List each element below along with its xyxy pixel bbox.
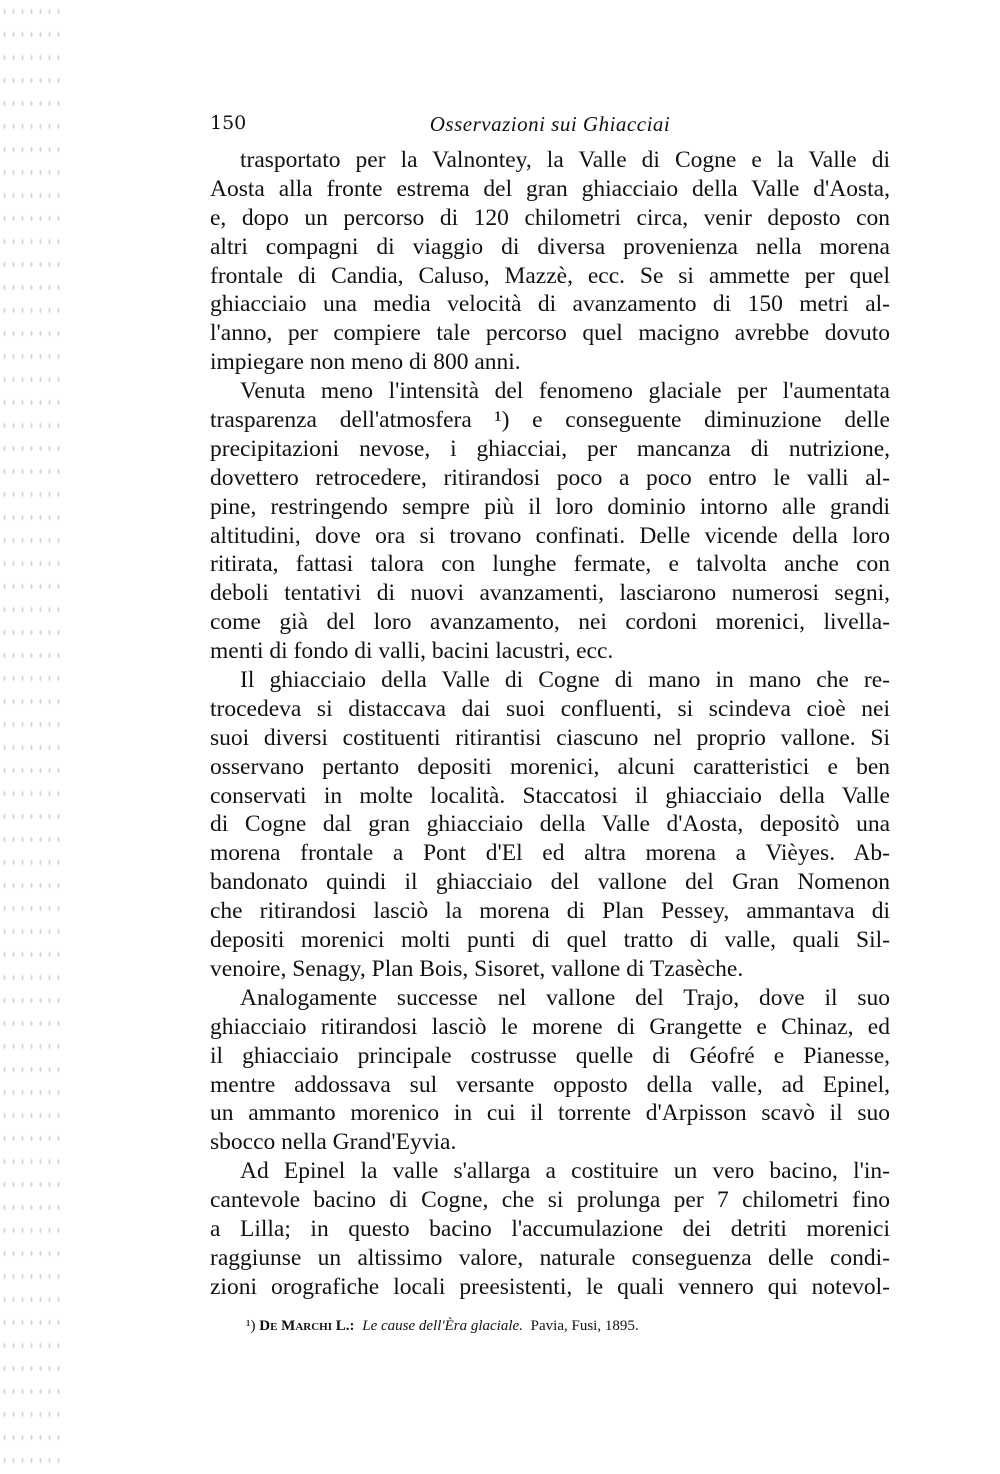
- paragraph: [210, 666, 890, 984]
- text-line: il ghiacciaio principale costrusse quelle di Géofré e Pianesse,: [210, 1042, 890, 1069]
- text-line: Il ghiacciaio della Valle di Cogne di mano in mano che re-: [240, 667, 890, 694]
- text-line: bandonato quindi il ghiacciaio del vallone del Gran Nomenon: [210, 869, 890, 896]
- text-line: ritirata, fattasi talora con lunghe fermate, e talvolta anche con: [210, 551, 890, 578]
- paragraph: [210, 984, 890, 1157]
- text-line: Ad Epinel la valle s'allarga a costituire un vero bacino, l'in-: [240, 1158, 890, 1185]
- text-line: depositi morenici molti punti di quel tratto di valle, quali Sil-: [210, 927, 890, 954]
- text-line: come già del loro avanzamento, nei cordoni morenici, livella-: [210, 609, 890, 636]
- page-number: 150: [210, 112, 247, 134]
- text-line: raggiunse un altissimo valore, naturale conseguenza delle condi-: [210, 1244, 890, 1271]
- paragraph: [210, 377, 890, 666]
- paragraph: [210, 146, 890, 377]
- body-text: [210, 146, 890, 1302]
- running-header: [210, 112, 890, 142]
- text-line: morena frontale a Pont d'El ed altra morena a Vièyes. Ab-: [210, 840, 890, 867]
- footnote-marker: ¹): [246, 1318, 256, 1334]
- text-line: mentre addossava sul versante opposto della valle, ad Epinel,: [210, 1071, 890, 1098]
- text-line: di Cogne dal gran ghiacciaio della Valle d'Aosta, depositò una: [210, 811, 890, 838]
- text-line: osservano pertanto depositi morenici, alcuni caratteristici e ben: [210, 753, 890, 780]
- text-line: a Lilla; in questo bacino l'accumulazione dei detriti morenici: [210, 1215, 890, 1242]
- text-line: precipitazioni nevose, i ghiacciai, per mancanza di nutrizione,: [210, 435, 890, 462]
- text-line: un ammanto morenico in cui il torrente d'Arpisson scavò il suo: [210, 1100, 890, 1127]
- text-line: ghiacciaio una media velocità di avanzamento di 150 metri al-: [210, 291, 890, 318]
- text-line: frontale di Candia, Caluso, Mazzè, ecc. Se si ammette per quel: [210, 262, 890, 289]
- text-line: trasparenza dell'atmosfera ¹) e conseguente diminuzione delle: [210, 407, 890, 434]
- text-line: cantevole bacino di Cogne, che si prolunga per 7 chilometri fino: [210, 1187, 890, 1214]
- text-line: e, dopo un percorso di 120 chilometri circa, venir deposto con: [210, 204, 890, 231]
- text-line: suoi diversi costituenti ritirantisi ciascuno nel proprio vallone. Si: [210, 724, 890, 751]
- scan-edge-noise: [0, 0, 60, 1474]
- text-line: ghiacciaio ritirandosi lasciò le morene di Grangette e Chinaz, ed: [210, 1013, 890, 1040]
- text-line: dovettero retrocedere, ritirandosi poco a poco entro le valli al-: [210, 464, 890, 491]
- footnote: [246, 1318, 639, 1335]
- text-line: trasportato per la Valnontey, la Valle di Cogne e la Valle di: [240, 147, 890, 173]
- text-line: Aosta alla fronte estrema del gran ghiacciaio della Valle d'Aosta,: [210, 175, 890, 202]
- text-line: pine, restringendo sempre più il loro dominio intorno alle grandi: [210, 493, 890, 520]
- text-line: zioni orografiche locali preesistenti, le quali vennero qui notevol-: [210, 1273, 890, 1300]
- text-line: altitudini, dove ora si trovano confinati. Delle vicende della loro: [210, 522, 890, 549]
- text-line: sbocco nella Grand'Eyvia.: [210, 1129, 457, 1156]
- text-line: impiegare non meno di 800 anni.: [210, 349, 521, 376]
- text-line: che ritirandosi lasciò la morena di Plan Pessey, ammantava di: [210, 898, 890, 925]
- text-line: deboli tentativi di nuovi avanzamenti, lasciarono numerosi segni,: [210, 580, 890, 607]
- footnote-title: Le cause dell'Èra glaciale.: [362, 1318, 523, 1334]
- footnote-publication: Pavia, Fusi, 1895.: [530, 1318, 639, 1334]
- paragraph: [210, 1157, 890, 1301]
- text-line: trocedeva si distaccava dai suoi confluenti, si scindeva cioè nei: [210, 695, 890, 722]
- text-line: conservati in molte località. Staccatosi il ghiacciaio della Valle: [210, 782, 890, 809]
- text-line: l'anno, per compiere tale percorso quel macigno avrebbe dovuto: [210, 320, 890, 347]
- text-line: altri compagni di viaggio di diversa provenienza nella morena: [210, 233, 890, 260]
- text-line: menti di fondo di valli, bacini lacustri, ecc.: [210, 638, 614, 665]
- text-line: Venuta meno l'intensità del fenomeno glaciale per l'aumentata: [240, 378, 890, 405]
- running-title: Osservazioni sui Ghiacciai: [429, 112, 671, 136]
- text-line: venoire, Senagy, Plan Bois, Sisoret, vallone di Tzasèche.: [210, 955, 744, 982]
- text-line: Analogamente successe nel vallone del Trajo, dove il suo: [240, 984, 890, 1011]
- footnote-author: De Marchi L.:: [259, 1318, 355, 1334]
